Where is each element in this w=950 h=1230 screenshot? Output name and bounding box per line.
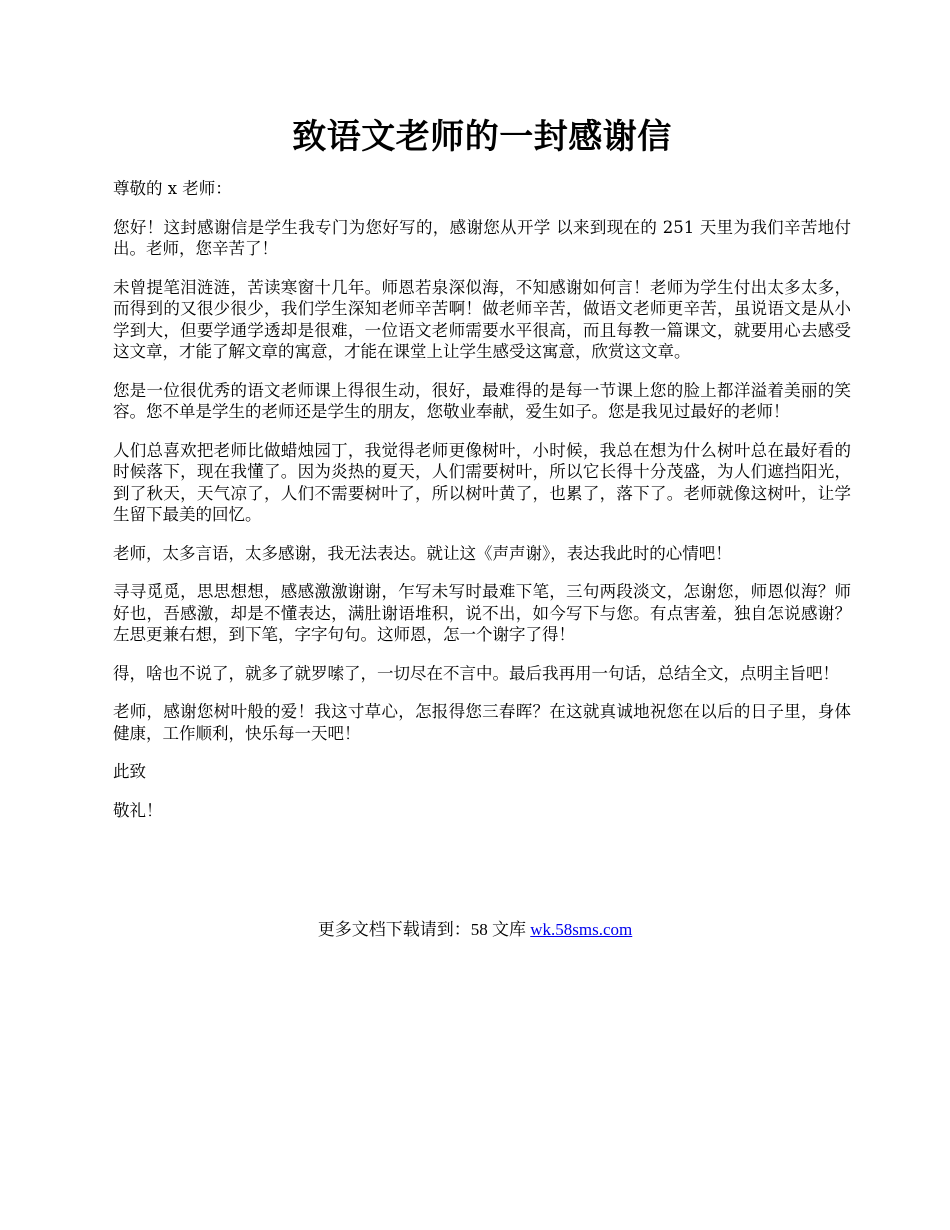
paragraph-5: 老师，太多言语，太多感谢，我无法表达。就让这《声声谢》，表达我此时的心情吧！ — [113, 543, 732, 563]
closing-line-1: 此致 — [113, 762, 146, 781]
paragraph-7: 得，啥也不说了，就多了就罗嗦了，一切尽在不言中。最后我再用一句话，总结全文，点明主旨吧！ — [113, 663, 839, 683]
paragraph-2: 未曾提笔泪涟涟，苦读寒窗十几年。师恩若泉深似海，不知感谢如何言！老师为学生付出太多太多，而得到的又很少很少，我们学生深知老师辛苦啊！做老师辛苦，做语文老师更辛苦，虽说语文是从小学到大，但要学通学透却是很难，一位语文老师需要水平很高，而且每教一篇课文，就要用心去感受这文章，才能了解文章的寓意，才能在课堂上让学生感受这寓意，欣赏这文章。 — [113, 277, 851, 361]
paragraph-8: 老师，感谢您树叶般的爱！我这寸草心，怎报得您三春晖？在这就真诚地祝您在以后的日子里，身体健康，工作顺利，快乐每一天吧！ — [113, 702, 851, 743]
paragraph-3: 您是一位很优秀的语文老师课上得很生动，很好，最难得的是每一节课上您的脸上都洋溢着美丽的笑容。您不单是学生的老师还是学生的朋友，您敬业奉献，爱生如子。您是我见过最好的老师！ — [113, 380, 851, 421]
closing-line-2: 敬礼！ — [113, 800, 163, 820]
paragraph-4: 人们总喜欢把老师比做蜡烛园丁，我觉得老师更像树叶，小时候，我总在想为什么树叶总在最好看的时候落下，现在我懂了。因为炎热的夏天，人们需要树叶，所以它长得十分茂盛，为人们遮挡阳光，到了秋天，天气凉了，人们不需要树叶了，所以树叶黄了，也累了，落下了。老师就像这树叶，让学生留下最美的回忆。 — [113, 440, 851, 524]
footer-link[interactable]: wk.58sms.com — [530, 920, 633, 939]
paragraph-1: 您好！这封感谢信是学生我专门为您好写的，感谢您从开学 以来到现在的 251 天里为我们辛苦地付出。老师，您辛苦了！ — [113, 217, 851, 258]
document-title: 致语文老师的一封感谢信 — [292, 117, 672, 157]
salutation: 尊敬的 x 老师： — [113, 179, 232, 198]
paragraph-6: 寻寻觅觅，思思想想，感感激激谢谢，乍写未写时最难下笔，三句两段淡文，怎谢您，师恩似海？师好也，吾感激，却是不懂表达，满肚谢语堆积，说不出，如今写下与您。有点害羞，独自怎说感谢？左思更兼右想，到下笔，字字句句。这师恩，怎一个谢字了得！ — [113, 582, 851, 644]
document-body — [113, 178, 851, 838]
footer-text: 更多文档下载请到：58 文库 — [317, 920, 531, 939]
footer — [0, 918, 950, 942]
